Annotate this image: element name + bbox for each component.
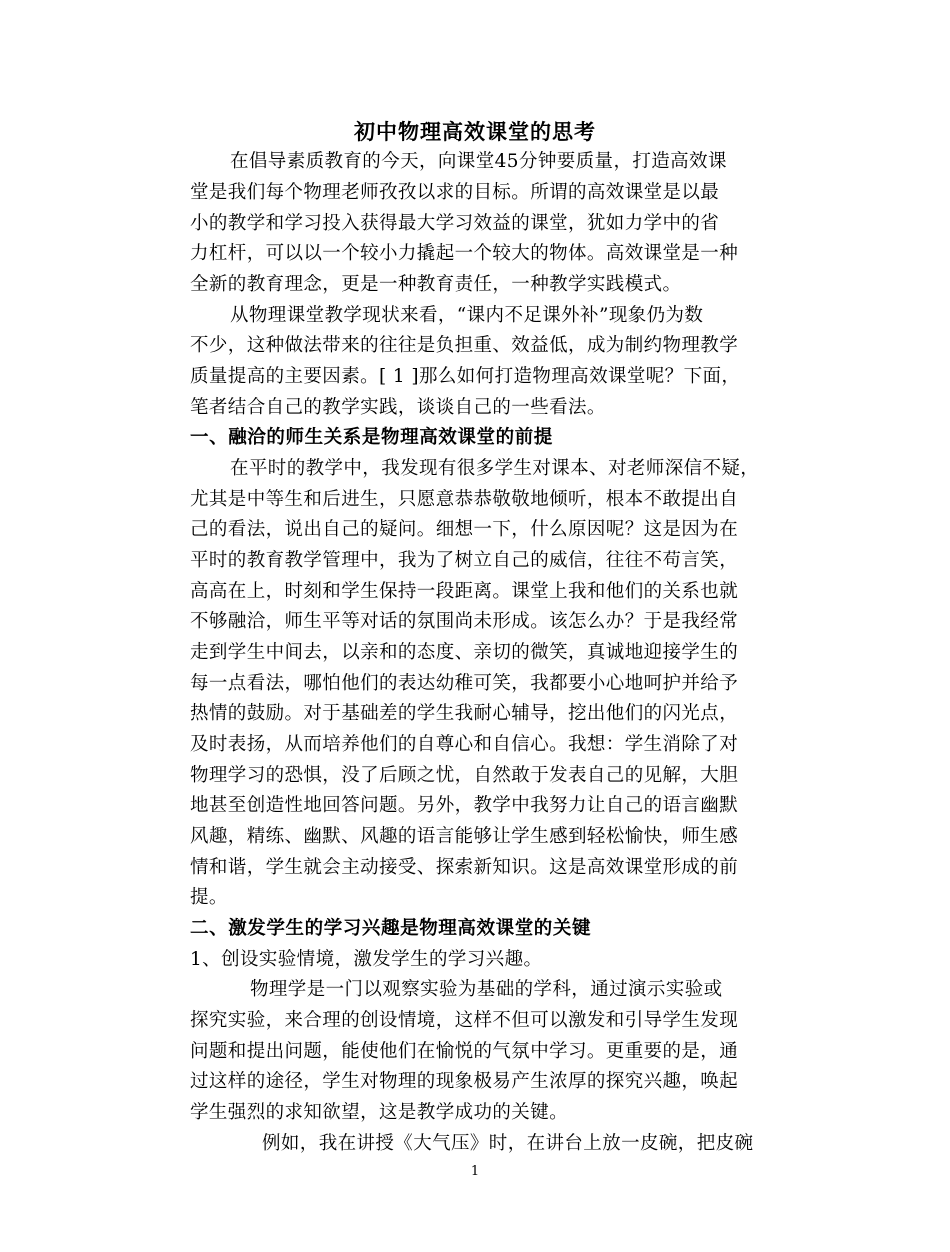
paragraph-line: 提。	[190, 887, 228, 908]
paragraph-line: 过这样的途径，学生对物理的现象极易产生浓厚的探究兴趣，唤起	[190, 1071, 739, 1092]
section-heading: 二、激发学生的学习兴趣是物理高效课堂的关键	[190, 918, 592, 939]
paragraph-line: 小的教学和学习投入获得最大学习效益的课堂，犹如力学中的省	[190, 213, 720, 234]
page-title: 初中物理高效课堂的思考	[354, 119, 596, 144]
subsection-heading: 1、创设实验情境，激发学生的学习兴趣。	[190, 949, 543, 970]
paragraph-line: 风趣，精练、幽默、风趣的语言能够让学生感到轻松愉快，师生感	[190, 826, 739, 847]
paragraph-line: 物理学习的恐惧，没了后顾之忧，自然敢于发表自己的见解，大胆	[190, 765, 739, 786]
paragraph-line: 走到学生中间去，以亲和的态度、亲切的微笑，真诚地迎接学生的	[190, 642, 739, 663]
page-number: 1	[470, 1164, 480, 1179]
paragraph-line: 力杠杆，可以以一个较小力撬起一个较大的物体。高效课堂是一种	[190, 243, 739, 264]
paragraph-line: 笔者结合自己的教学实践，谈谈自己的一些看法。	[190, 397, 606, 418]
paragraph-line: 堂是我们每个物理老师孜孜以求的目标。所谓的高效课堂是以最	[190, 182, 720, 203]
paragraph-line: 全新的教育理念，更是一种教育责任，一种教学实践模式。	[190, 274, 682, 295]
paragraph-line: 物理学是一门以观察实验为基础的学科，通过演示实验或	[250, 979, 723, 1000]
paragraph-line: 热情的鼓励。对于基础差的学生我耐心辅导，挖出他们的闪光点，	[190, 703, 739, 724]
paragraph-line: 不少，这种做法带来的往往是负担重、效益低，成为制约物理教学	[190, 335, 739, 356]
paragraph-line: 学生强烈的求知欲望，这是教学成功的关键。	[190, 1102, 569, 1123]
paragraph-line: 情和谐，学生就会主动接受、探索新知识。这是高效课堂形成的前	[190, 857, 739, 878]
paragraph-line: 己的看法，说出自己的疑问。细想一下，什么原因呢？这是因为在	[190, 519, 739, 540]
paragraph-line: 尤其是中等生和后进生，只愿意恭恭敬敬地倾听，根本不敢提出自	[190, 489, 739, 510]
paragraph-line: 在平时的教学中，我发现有很多学生对课本、对老师深信不疑，	[230, 458, 760, 479]
paragraph-line: 在倡导素质教育的今天，向课堂45分钟要质量，打造高效课	[230, 151, 727, 172]
paragraph-line: 从物理课堂教学现状来看，“课内不足课外补”现象仍为数	[230, 305, 704, 326]
paragraph-line: 不够融洽，师生平等对话的氛围尚未形成。该怎么办？于是我经常	[190, 611, 739, 632]
paragraph-line: 每一点看法，哪怕他们的表达幼稚可笑，我都要小心地呵护并给予	[190, 673, 739, 694]
paragraph-line: 问题和提出问题，能使他们在愉悦的气氛中学习。更重要的是，通	[190, 1041, 739, 1062]
paragraph-line: 地甚至创造性地回答问题。另外，教学中我努力让自己的语言幽默	[190, 795, 739, 816]
paragraph-line: 探究实验，来合理的创设情境，这样不但可以激发和引导学生发现	[190, 1010, 739, 1031]
paragraph-line: 及时表扬，从而培养他们的自尊心和自信心。我想：学生消除了对	[190, 734, 739, 755]
paragraph-line: 例如，我在讲授《大气压》时，在讲台上放一皮碗，把皮碗	[262, 1133, 754, 1154]
paragraph-line: 高高在上，时刻和学生保持一段距离。课堂上我和他们的关系也就	[190, 581, 739, 602]
paragraph-line: 质量提高的主要因素。[ 1 ]那么如何打造物理高效课堂呢？下面，	[190, 366, 741, 387]
paragraph-line: 平时的教育教学管理中，我为了树立自己的威信，往往不苟言笑，	[190, 550, 739, 571]
section-heading: 一、融洽的师生关系是物理高效课堂的前提	[190, 427, 553, 448]
